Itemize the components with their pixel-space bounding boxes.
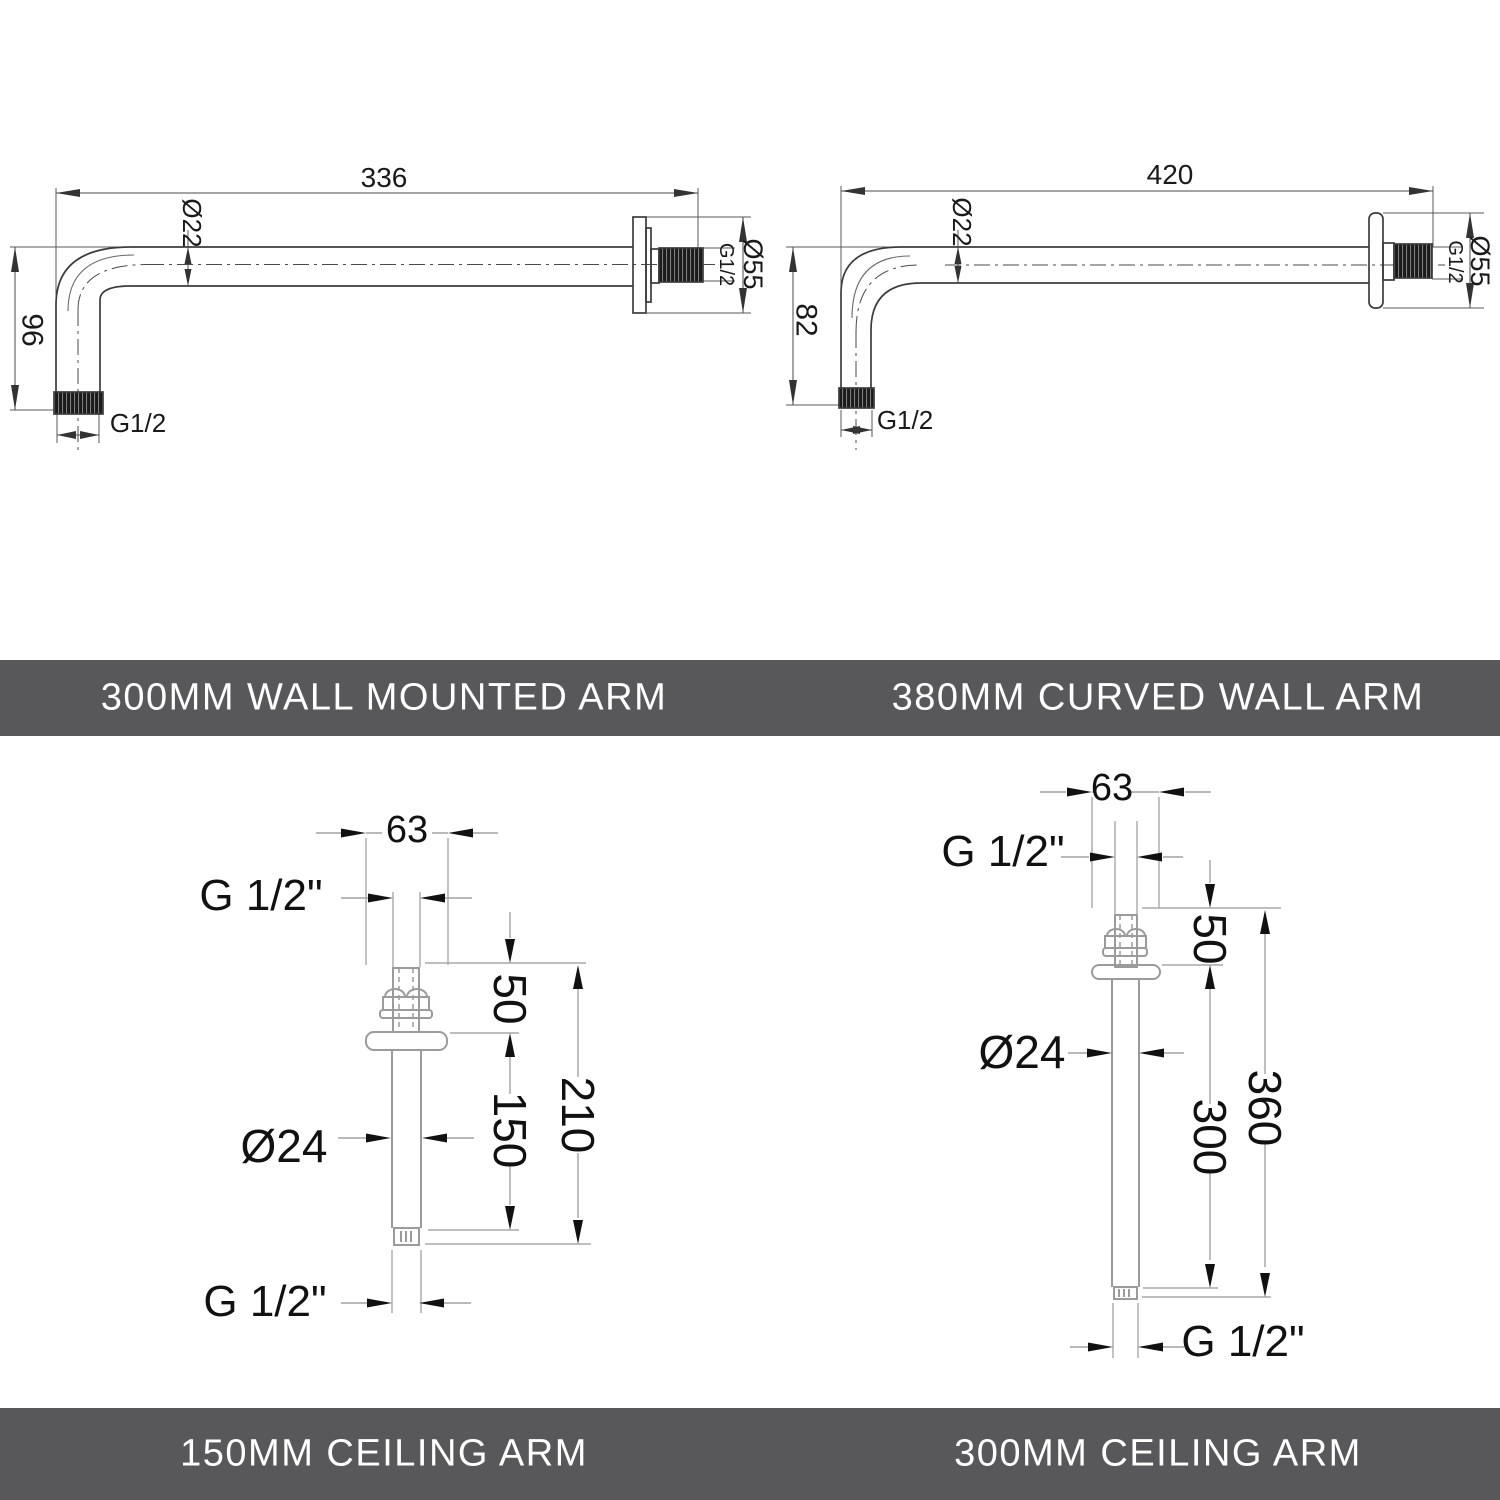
dim-end-thread: G1/2: [109, 408, 167, 438]
dim-drop-length: 300: [1184, 1098, 1236, 1176]
curved-arm-centerlines: [856, 265, 1445, 450]
ceiling-300-thread-ticks: [1119, 1289, 1129, 1297]
dim-bottom-thread: G 1/2": [203, 1277, 327, 1326]
ceiling-300-hidden-lines: [1120, 915, 1132, 967]
curved-arm-dimensions: [789, 187, 1474, 434]
ceiling-150-thread-ticks: [401, 1231, 411, 1242]
dim-flange-diameter: 63: [1090, 767, 1134, 809]
ceiling-150-dimensions: [316, 829, 583, 1308]
wall-arm-bend-contour: [68, 255, 134, 311]
dim-length: 420: [1146, 159, 1194, 190]
nut: [1105, 936, 1146, 948]
dim-pipe-diameter: Ø22: [177, 198, 207, 248]
curved-arm-bend-contour: [852, 256, 910, 318]
dim-total-length: 210: [552, 1076, 604, 1154]
curved-arm-extension-lines: [786, 186, 1484, 437]
ceiling-150-hidden-lines: [399, 968, 413, 1032]
dim-end-thread: G1/2: [876, 405, 934, 435]
dim-offset: 50: [1184, 913, 1236, 965]
washer: [380, 1010, 432, 1018]
banner-label-ceiling-arm-150: 150MM CEILING ARM: [180, 1432, 588, 1475]
ceiling-300-dimensions: [1040, 788, 1270, 1352]
dim-pipe-diameter: Ø24: [978, 1026, 1066, 1078]
dim-wall-thread: G1/2: [1444, 240, 1466, 284]
dim-flange-diameter: 63: [385, 809, 429, 851]
dim-total-length: 360: [1239, 1069, 1291, 1147]
dim-length: 336: [360, 162, 408, 193]
dim-top-thread: G 1/2": [941, 827, 1065, 876]
wall-arm-outline: [54, 217, 703, 414]
dim-flange-diameter: Ø55: [1465, 235, 1495, 287]
dim-wall-thread: G1/2: [715, 242, 737, 287]
banner-label-ceiling-arm-300: 300MM CEILING ARM: [954, 1432, 1362, 1475]
ceiling-150-extension-lines: [366, 838, 591, 1313]
ceiling-arm-300-drawing: [941, 767, 1304, 1366]
dim-top-thread: G 1/2": [199, 871, 323, 920]
dim-drop-length: 150: [484, 1091, 536, 1169]
top-technical-drawings: [0, 0, 1500, 660]
middle-technical-drawings: [0, 736, 1500, 1408]
banner-top: [0, 660, 1500, 736]
ceiling-arm-150-drawing: [199, 809, 604, 1326]
wall-thread-hatch: [659, 248, 703, 282]
washer: [1103, 948, 1147, 956]
wall-arm-centerlines: [78, 265, 722, 453]
curved-arm-outline: [839, 213, 1432, 408]
ceiling-300-outline: [1092, 915, 1160, 1299]
banner-bottom: [0, 1408, 1500, 1500]
dim-pipe-diameter: Ø24: [240, 1120, 328, 1172]
banner-label-wall-mounted-arm: 300MM WALL MOUNTED ARM: [100, 676, 668, 719]
dim-flange-diameter: Ø55: [738, 238, 768, 290]
nut: [383, 997, 429, 1010]
curved-arm-drawing: [786, 159, 1495, 450]
dim-height: 82: [789, 303, 823, 337]
end-thread-hatch: [839, 388, 874, 408]
end-thread-hatch: [54, 392, 103, 414]
wall-arm-dimensions: [11, 189, 747, 439]
wall-thread-hatch: [1394, 244, 1432, 278]
end-thread: [1114, 1287, 1137, 1299]
dim-bottom-thread: G 1/2": [1181, 1317, 1305, 1366]
dim-offset: 50: [484, 973, 536, 1025]
dim-pipe-diameter: Ø22: [947, 197, 977, 247]
banner-label-curved-wall-arm: 380MM CURVED WALL ARM: [891, 676, 1425, 719]
ceiling-flange: [366, 1032, 447, 1050]
wall-arm-extension-lines: [10, 188, 751, 443]
dim-height: 96: [15, 313, 49, 347]
ceiling-150-outline: [366, 968, 447, 1245]
wall-arm-drawing: [10, 162, 768, 452]
